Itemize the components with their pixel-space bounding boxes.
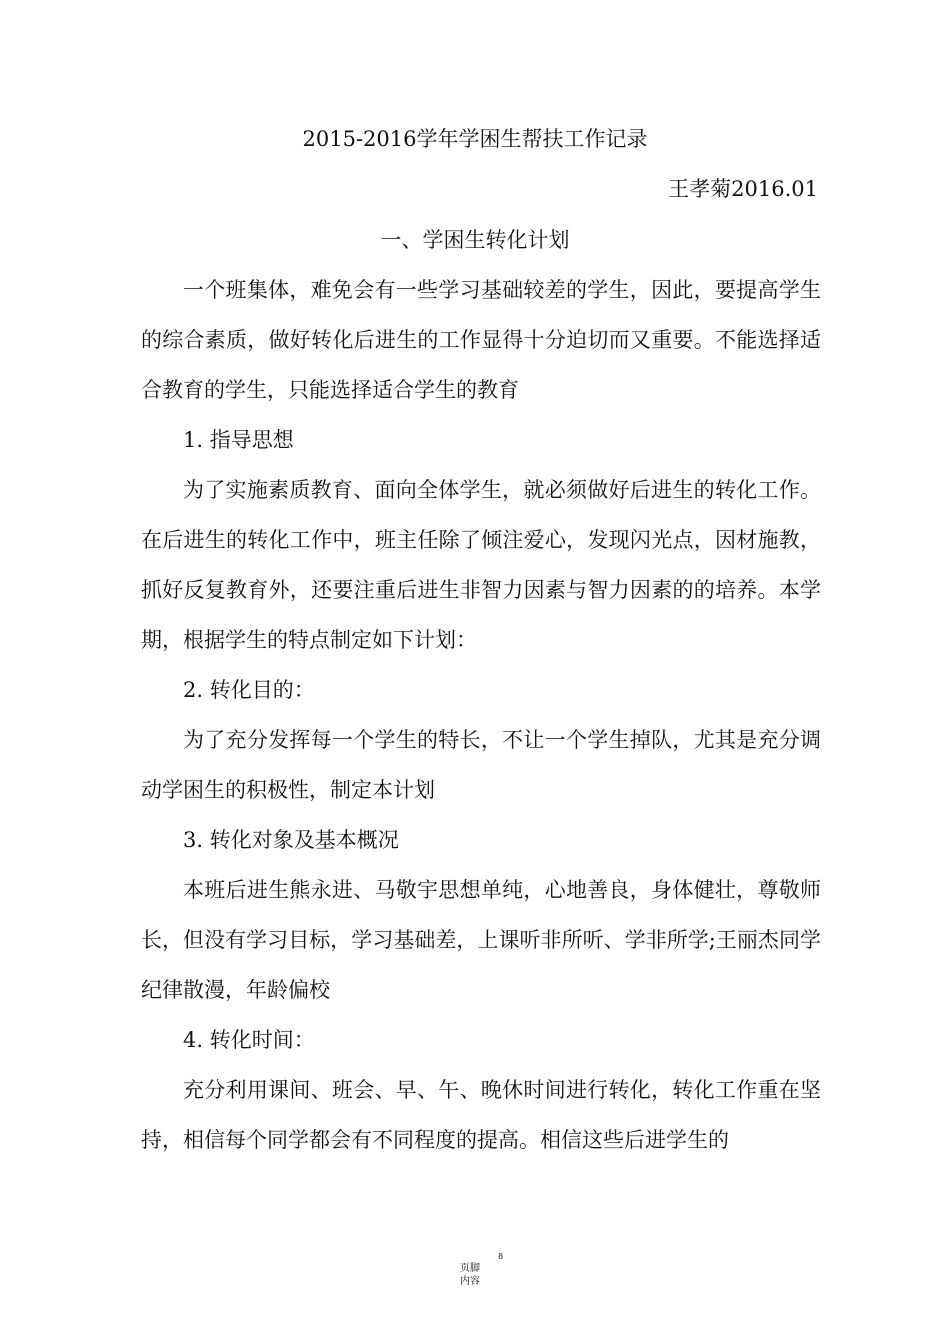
document-title: 2015-2016学年学困生帮扶工作记录	[302, 127, 648, 151]
heading-guiding-ideas: 1. 指导思想	[183, 428, 294, 452]
footer-label	[458, 1262, 482, 1288]
heading-target-students: 3. 转化对象及基本概况	[183, 828, 399, 852]
footer-page-number: 8	[498, 1252, 504, 1261]
paragraph-intro: 一个班集体，难免会有一些学习基础较差的学生，因此，要提高学生的综合素质，做好转化后进生的工作显得十分迫切而又重要。不能选择适合教育的学生，只能选择适合学生的教育	[141, 278, 821, 402]
heading-transformation-time: 4. 转化时间：	[183, 1028, 315, 1052]
paragraph-guiding-ideas: 为了实施素质教育、面向全体学生，就必须做好后进生的转化工作。在后进生的转化工作中，班主任除了倾注爱心，发现闪光点，因材施教，抓好反复教育外，还要注重后进生非智力因素与智力因素的的培养。本学期，根据学生的特点制定如下计划：	[141, 478, 821, 652]
paragraph-transformation-time: 充分利用课间、班会、早、午、晚休时间进行转化，转化工作重在坚持，相信每个同学都会有不同程度的提高。相信这些后进学生的	[141, 1078, 821, 1152]
heading-transformation-goal: 2. 转化目的：	[183, 678, 315, 702]
paragraph-transformation-goal: 为了充分发挥每一个学生的特长，不让一个学生掉队，尤其是充分调动学困生的积极性，制定本计划	[141, 728, 821, 802]
footer-label-line2: 内容	[460, 1276, 480, 1287]
paragraph-target-students: 本班后进生熊永进、马敬宇思想单纯，心地善良，身体健壮，尊敬师长，但没有学习目标，学习基础差，上课听非所听、学非所学;王丽杰同学纪律散漫，年龄偏校	[141, 878, 821, 1002]
body-text	[141, 265, 821, 1165]
section-heading: 一、学困生转化计划	[380, 228, 570, 252]
author-date: 王孝菊2016.01	[668, 177, 818, 201]
footer-label-line1: 页脚	[460, 1263, 480, 1274]
